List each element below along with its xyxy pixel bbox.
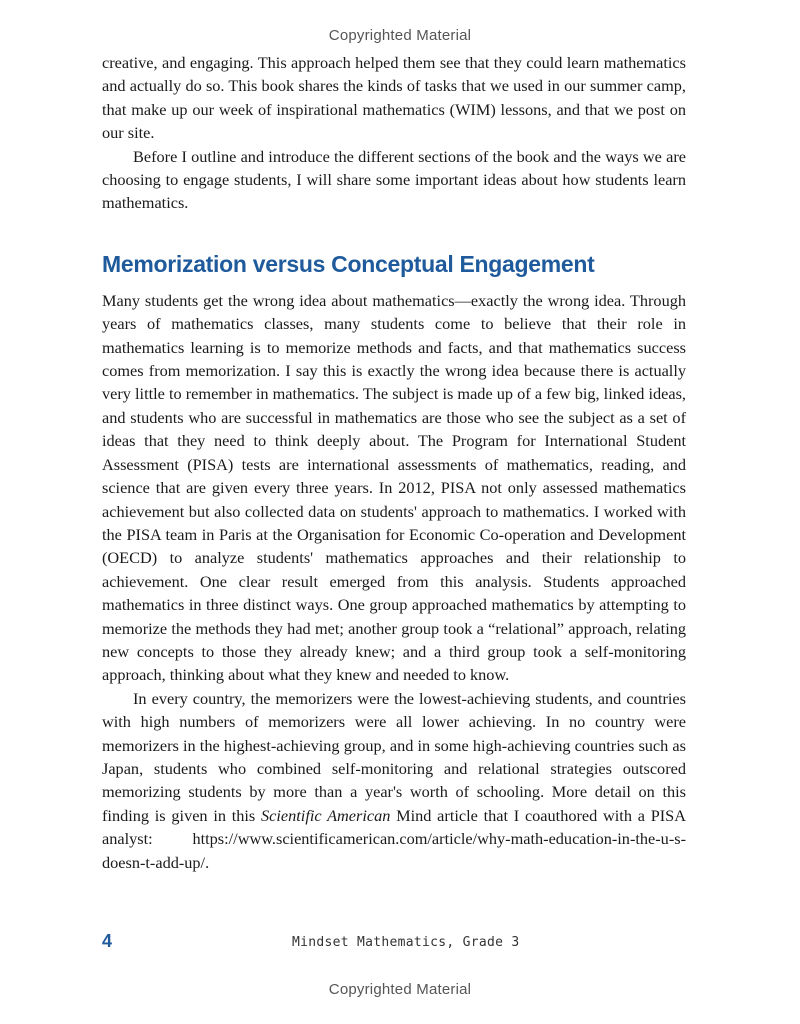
section-heading: Memorization versus Conceptual Engagement: [102, 250, 595, 277]
copyright-watermark-bottom: Copyrighted Material: [328, 981, 472, 998]
page-body: [102, 51, 686, 874]
page-footer: [102, 931, 686, 957]
paragraph-outline: Before I outline and introduce the different sections of the book and the ways we are choosing to engage students, I will share some important ideas about how students learn mathematics.: [102, 146, 686, 213]
paragraph-pisa: Many students get the wrong idea about mathematics—exactly the wrong idea. Through years of mathematics classes, many students come to believe that their role in mathematics learning is to memorize methods and facts, and that mathematics success comes from memorization. I say this is exactly the wrong idea because there is actually very little to remember in mathematics. The subject is made up of a few big, linked ideas, and students who are successful in mathematics are those who see the subject as a set of ideas that they need to think deeply about. The Program for International Student Assessment (PISA) tests are international assessments of mathematics, reading, and science that are given every three years. In 2012, PISA not only assessed mathematics achievement but also collected data on students' approach to mathematics. I worked with the PISA team in Paris at the Organisation for Economic Co-operation and Development (OECD) to analyze students' mathematics approaches and their relationship to achievement. One clear result emerged from this analysis. Students approached mathematics in three distinct ways. One group approached mathematics by attempting to memorize the methods they had met; another group took a “relational” approach, relating new concepts to those they already knew; and a third group took a self-monitoring approach, thinking about what they knew and needed to know.: [102, 290, 686, 685]
paragraph-memorizers: [102, 687, 686, 874]
memorizers-text-before: In every country, the memorizers were the lowest-achieving students, and countries with high numbers of memorizers were all lower achieving. In no country were memorizers in the highest-achieving group, and in some high-achieving countries such as Japan, students who combined self-monitoring and relational strategies outscored memorizing students by more than a year's worth of schooling. More detail on this finding is given in this: [102, 688, 686, 825]
paragraph-intro: creative, and engaging. This approach helped them see that they could learn mathematics and actually do so. This book shares the kinds of tasks that we used in our summer camp, that make up our week of inspirational mathematics (WIM) lessons, and that we post on our site.: [102, 53, 686, 143]
publication-title: Scientific American: [261, 805, 391, 825]
page-number: 4: [102, 931, 113, 951]
running-title: Mindset Mathematics, Grade 3: [292, 935, 520, 950]
copyright-watermark-top: Copyrighted Material: [328, 27, 472, 44]
memorizers-text-after: Mind article that I coauthored with a PISA analyst: https://www.scientificamerican.com/article/why-math-education-in-the-u-s-doesn-t-add-up/.: [102, 805, 686, 872]
